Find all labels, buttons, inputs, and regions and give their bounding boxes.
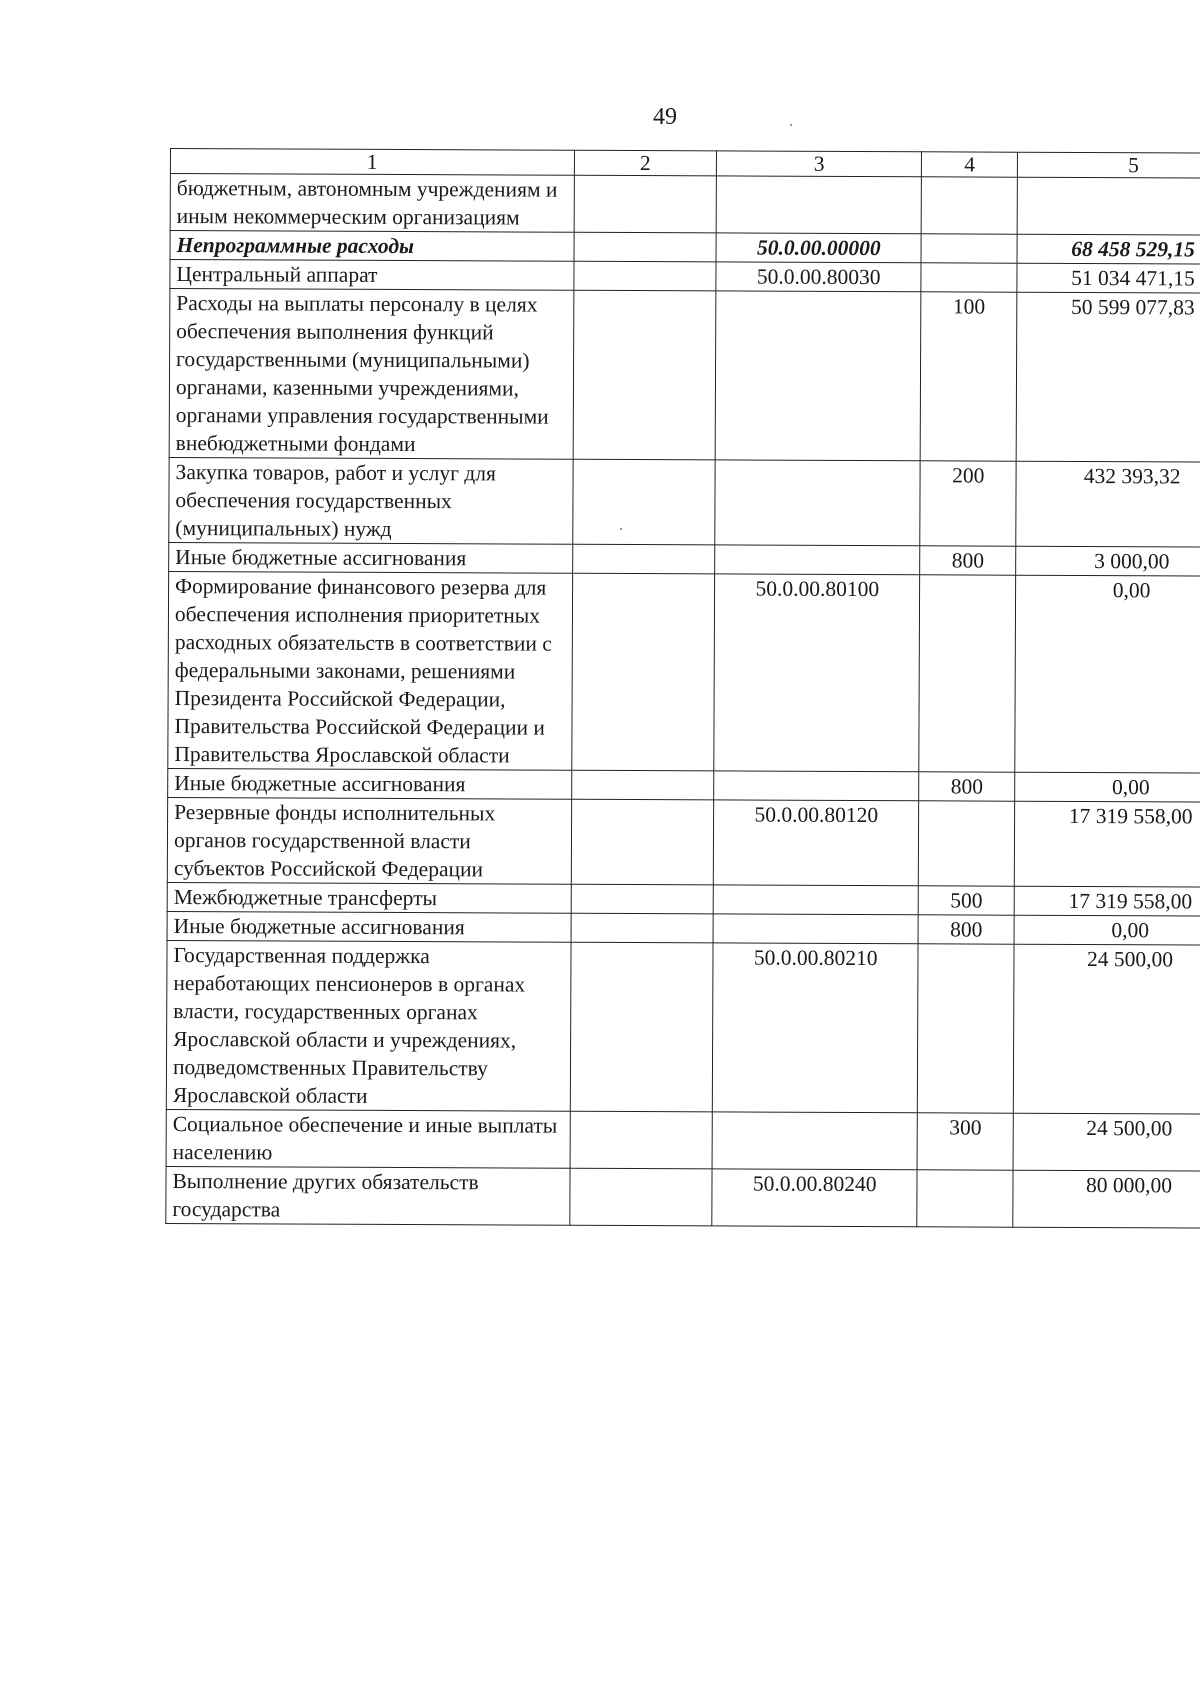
- row-sum-cell: 51 034 471,15: [1017, 263, 1200, 293]
- row-code-cell: [713, 914, 918, 944]
- row-col2-cell: [574, 232, 717, 262]
- header-cell-3: 3: [717, 151, 922, 177]
- row-sum-cell: [1017, 177, 1200, 235]
- row-type-cell: 100: [920, 292, 1017, 461]
- row-name-cell: Иные бюджетные ассигнования: [169, 542, 573, 573]
- row-sum-cell: 68 458 529,15: [1017, 234, 1200, 264]
- header-cell-4: 4: [922, 152, 1018, 177]
- row-type-cell: 200: [920, 461, 1016, 546]
- row-code-cell: [716, 176, 921, 234]
- row-type-cell: 800: [919, 772, 1015, 801]
- row-type-cell: 800: [918, 915, 1014, 944]
- row-code-cell: 50.0.00.00000: [716, 233, 921, 263]
- row-col2-cell: [570, 942, 713, 1112]
- row-sum-cell: 0,00: [1015, 772, 1200, 802]
- row-sum-cell: 50 599 077,83: [1016, 292, 1200, 462]
- row-name-cell: Закупка товаров, работ и услуг для обеспечения государственных (муниципальных) нужд: [169, 457, 573, 544]
- row-type-cell: [921, 263, 1017, 292]
- row-name-cell: Центральный аппарат: [170, 260, 574, 291]
- header-cell-1: 1: [170, 149, 574, 176]
- table-row: [169, 289, 1200, 463]
- table-row: [166, 1166, 1200, 1228]
- row-code-cell: [715, 460, 920, 546]
- row-code-cell: [715, 545, 920, 575]
- table-row: [169, 457, 1200, 547]
- row-code-cell: 50.0.00.80240: [712, 1169, 917, 1227]
- table-row: [169, 542, 1200, 576]
- row-name-cell: Межбюджетные трансферты: [167, 882, 571, 913]
- row-sum-cell: 0,00: [1015, 575, 1200, 773]
- row-name-cell: Иные бюджетные ассигнования: [168, 768, 572, 799]
- row-name-cell: Резервные фонды исполнительных органов государственной власти субъектов Российской Федерации: [167, 797, 571, 884]
- row-col2-cell: [569, 1168, 712, 1226]
- row-name-cell: Непрограммные расходы: [170, 231, 574, 262]
- row-col2-cell: [571, 770, 714, 800]
- row-type-cell: [918, 944, 1015, 1113]
- row-col2-cell: [571, 913, 714, 943]
- row-code-cell: [715, 291, 921, 461]
- header-cell-2: 2: [574, 150, 717, 176]
- row-name-cell: Расходы на выплаты персоналу в целях обеспечения выполнения функций государственными (муниципальными) органами, казенными учреждениями, органами управления государственными внебюджетными фондами: [169, 289, 573, 460]
- row-name-cell: Формирование финансового резерва для обеспечения исполнения приоритетных расходных обязательств в соответствии с федеральными законами, решениями Президента Российской Федерации, Правительства Российской Федерации и Правительства Ярославской области: [168, 571, 572, 770]
- row-col2-cell: [573, 261, 716, 291]
- row-col2-cell: [573, 290, 716, 460]
- row-code-cell: [712, 1112, 917, 1170]
- table-row: [166, 940, 1200, 1114]
- row-sum-cell: 80 000,00: [1013, 1170, 1200, 1228]
- row-type-cell: 800: [920, 546, 1016, 575]
- table-row: [170, 260, 1200, 294]
- row-sum-cell: 17 319 558,00: [1014, 801, 1200, 887]
- row-name-cell: бюджетным, автономным учреждениям и иным некоммерческим организациям: [170, 174, 574, 233]
- row-code-cell: [714, 771, 919, 801]
- row-sum-cell: 24 500,00: [1013, 944, 1200, 1114]
- table-row: [167, 911, 1200, 945]
- row-code-cell: 50.0.00.80030: [716, 262, 921, 292]
- row-sum-cell: 17 319 558,00: [1014, 886, 1200, 916]
- row-sum-cell: 3 000,00: [1016, 546, 1200, 576]
- budget-table: [165, 148, 1200, 1229]
- table-row: [167, 882, 1200, 916]
- row-name-cell: Социальное обеспечение и иные выплаты населению: [166, 1109, 570, 1168]
- scan-speck: [620, 528, 622, 530]
- row-type-cell: [917, 1170, 1013, 1227]
- scan-speck: [790, 124, 792, 126]
- table-row: [166, 1109, 1200, 1171]
- row-type-cell: [921, 234, 1017, 263]
- row-sum-cell: 24 500,00: [1013, 1113, 1200, 1171]
- row-code-cell: 50.0.00.80120: [713, 800, 918, 886]
- page-number: 49: [653, 104, 677, 130]
- row-type-cell: [919, 575, 1016, 772]
- row-sum-cell: 432 393,32: [1016, 461, 1200, 547]
- row-type-cell: 500: [918, 886, 1014, 915]
- table-row: [168, 571, 1200, 773]
- row-type-cell: [921, 177, 1017, 234]
- row-code-cell: [713, 885, 918, 915]
- table-row: [170, 231, 1200, 265]
- row-name-cell: Выполнение других обязательств государства: [166, 1166, 570, 1225]
- row-type-cell: [919, 801, 1015, 886]
- row-col2-cell: [571, 799, 714, 885]
- row-col2-cell: [572, 459, 715, 545]
- header-cell-5: 5: [1018, 152, 1200, 178]
- row-code-cell: 50.0.00.80100: [714, 574, 920, 772]
- row-sum-cell: 0,00: [1014, 915, 1200, 945]
- row-col2-cell: [571, 573, 715, 771]
- table-row: [170, 174, 1200, 236]
- row-col2-cell: [572, 544, 715, 574]
- row-col2-cell: [570, 1111, 713, 1169]
- row-code-cell: 50.0.00.80210: [712, 943, 918, 1113]
- table-row: [168, 768, 1200, 802]
- row-type-cell: 300: [917, 1113, 1013, 1170]
- row-name-cell: Государственная поддержка неработающих пенсионеров в органах власти, государственных органах Ярославской области и учреждениях, подведомственных Правительству Ярославской области: [166, 940, 570, 1111]
- table-row: [167, 797, 1200, 887]
- row-col2-cell: [571, 884, 714, 914]
- row-name-cell: Иные бюджетные ассигнования: [167, 911, 571, 942]
- row-col2-cell: [574, 175, 717, 233]
